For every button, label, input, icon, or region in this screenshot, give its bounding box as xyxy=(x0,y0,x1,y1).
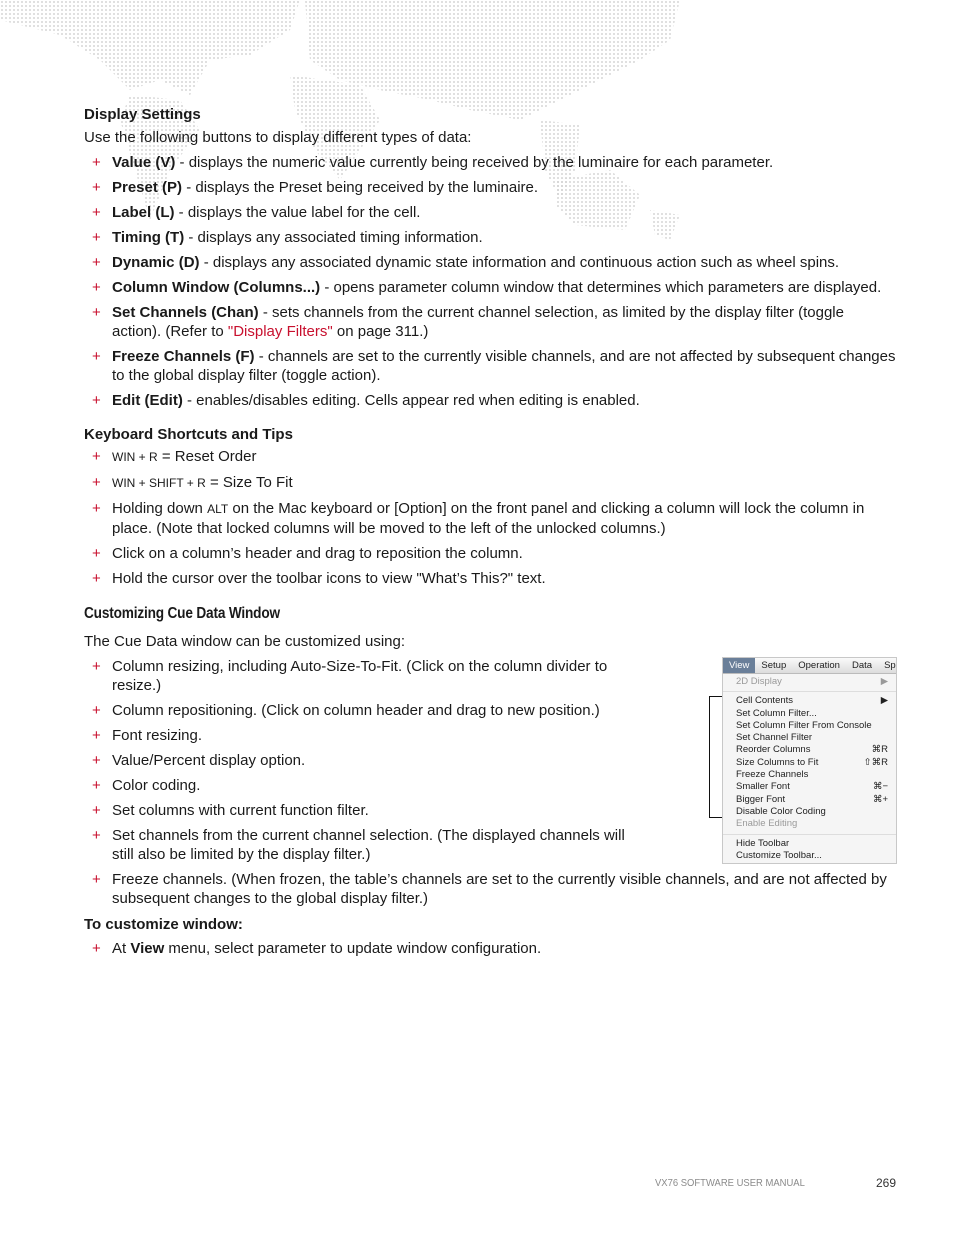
procedure-list xyxy=(84,939,896,958)
term: Value (V) xyxy=(112,154,176,171)
procedure-heading: To customize window: xyxy=(84,916,243,933)
page-number: 269 xyxy=(876,1176,897,1190)
list-item xyxy=(84,391,896,410)
list-item xyxy=(84,347,896,385)
menu-item-label: Hide Toolbar xyxy=(736,837,790,849)
key-combo: WIN + R xyxy=(112,450,158,464)
list-item xyxy=(84,569,896,588)
menu-item-size-columns-to-fit[interactable] xyxy=(723,757,896,769)
list-item: + Set channels from the current channel selection. (The displayed channels will still also be limited by the display filter.) xyxy=(84,826,642,864)
menu-shortcut: ⌘− xyxy=(872,781,888,793)
key-combo: ALT xyxy=(207,502,229,516)
text: Click on a column’s header and drag to reposition the column. xyxy=(112,545,523,562)
list-item xyxy=(84,278,896,297)
menu-item-reorder-columns[interactable] xyxy=(723,744,896,756)
list-item: + Column repositioning. (Click on column header and drag to new position.) xyxy=(84,701,642,720)
description: - channels are set to the currently visible channels, and are not affected by subsequent changes to the global display filter (toggle action). xyxy=(112,348,896,384)
display-settings-list xyxy=(84,153,896,410)
menu-bar xyxy=(723,658,896,674)
list-item: + Font resizing. xyxy=(84,726,642,745)
term: Edit (Edit) xyxy=(112,392,183,409)
menu-item-label: Set Column Filter... xyxy=(736,707,817,719)
customizing-intro: The Cue Data window can be customized using: xyxy=(84,633,406,650)
text: = Reset Order xyxy=(157,448,257,465)
menu-item-label: 2D Display xyxy=(736,676,782,687)
menu-item-label: Bigger Font xyxy=(736,793,786,805)
list-item: + Freeze channels. (When frozen, the table’s channels are set to the currently visible channels, and are not affected by subsequent changes to the global display filter.) xyxy=(84,870,896,908)
procedure-step: + At View menu, select parameter to update window configuration. xyxy=(84,939,896,958)
text-pre: Holding down xyxy=(112,500,208,517)
menu-shortcut: ▶ xyxy=(880,676,888,687)
description: - opens parameter column window that determines which parameters are displayed. xyxy=(320,279,882,296)
display-settings-heading: Display Settings xyxy=(84,106,201,123)
menu-shortcut: ⌘+ xyxy=(872,793,888,805)
menu-item-label: Customize Toolbar... xyxy=(736,849,822,861)
term: Dynamic (D) xyxy=(112,254,200,271)
menu-shortcut: ⌘R xyxy=(871,744,888,756)
menu-item-2d-display xyxy=(723,676,896,688)
menu-item-label: Cell Contents xyxy=(736,695,794,707)
text: = Size To Fit xyxy=(205,474,293,491)
list-item xyxy=(84,499,896,538)
menu-separator xyxy=(723,691,896,692)
list-item: + Column resizing, including Auto-Size-To-Fit. (Click on the column divider to resize.) xyxy=(84,657,642,695)
customizing-heading: Customizing Cue Data Window xyxy=(84,605,280,622)
description: - displays the numeric value currently being received by the luminaire for each parameter. xyxy=(175,154,774,171)
list-item xyxy=(84,303,896,341)
menu-item-label: Size Columns to Fit xyxy=(736,756,819,768)
description: - displays the Preset being received by the luminaire. xyxy=(182,179,539,196)
text: Hold the cursor over the toolbar icons to view "What’s This?" text. xyxy=(112,570,546,587)
menu-item-set-column-filter[interactable] xyxy=(723,708,896,720)
menu-item-hide-toolbar[interactable] xyxy=(723,838,896,850)
description-after: on page 311.) xyxy=(332,323,429,340)
menu-sp[interactable]: Sp xyxy=(884,660,896,671)
list-item xyxy=(84,153,896,172)
list-item xyxy=(84,178,896,197)
menu-item-freeze-channels[interactable] xyxy=(723,769,896,781)
menu-item-enable-editing xyxy=(723,818,896,830)
menu-item-label: Disable Color Coding xyxy=(736,805,826,817)
term: Preset (P) xyxy=(112,179,183,196)
menu-item-bigger-font[interactable] xyxy=(723,794,896,806)
term: Label (L) xyxy=(112,204,175,221)
menu-item-label: Set Channel Filter xyxy=(736,732,813,744)
list-item xyxy=(84,473,896,493)
description: - displays any associated dynamic state information and continuous action such as wheel spins. xyxy=(199,254,840,271)
menu-shortcut: ▶ xyxy=(880,695,888,707)
view-menu-screenshot xyxy=(722,657,897,864)
menu-shortcut: ⇧⌘R xyxy=(863,756,888,768)
footer-manual-title: VX76 SOFTWARE USER MANUAL xyxy=(655,1177,805,1189)
term: Column Window (Columns...) xyxy=(112,279,321,296)
menu-item-label: Reorder Columns xyxy=(736,744,811,756)
menu-item-customize-toolbar[interactable] xyxy=(723,850,896,862)
menu-item-label: Enable Editing xyxy=(736,818,798,830)
menu-item-cell-contents[interactable] xyxy=(723,695,896,707)
display-settings-intro: Use the following buttons to display different types of data: xyxy=(84,129,472,146)
shortcuts-list xyxy=(84,447,896,588)
menu-view[interactable]: View xyxy=(723,658,755,673)
menu-data[interactable]: Data xyxy=(851,660,873,671)
menu-item-label: Smaller Font xyxy=(736,781,790,793)
menu-operation[interactable]: Operation xyxy=(798,660,840,671)
shortcuts-heading: Keyboard Shortcuts and Tips xyxy=(84,426,293,443)
list-item xyxy=(84,253,896,272)
description: - enables/disables editing. Cells appear red when editing is enabled. xyxy=(182,392,640,409)
list-item: + Color coding. xyxy=(84,776,642,795)
list-item xyxy=(84,203,896,222)
description: - displays any associated timing information. xyxy=(184,229,483,246)
list-item xyxy=(84,447,896,467)
list-item xyxy=(84,544,896,563)
term: Set Channels (Chan) xyxy=(112,304,259,321)
menu-separator xyxy=(723,834,896,835)
key-combo: WIN + SHIFT + R xyxy=(112,476,206,490)
term: Timing (T) xyxy=(112,229,185,246)
description: - displays the value label for the cell. xyxy=(174,204,421,221)
customizing-list-wide xyxy=(84,870,896,908)
menu-setup[interactable]: Setup xyxy=(761,660,787,671)
text: on the Mac keyboard or [Option] on the front panel and clicking a column will lock the column in place. (Note that locked columns will be moved to the left of the unlocked columns.) xyxy=(112,500,865,537)
menu-item-set-channel-filter[interactable] xyxy=(723,732,896,744)
list-item: + Set columns with current function filter. xyxy=(84,801,642,820)
list-item: + Value/Percent display option. xyxy=(84,751,642,770)
display-filters-link[interactable]: "Display Filters" xyxy=(227,323,333,340)
menu-item-set-column-filter-from-console[interactable] xyxy=(723,720,896,732)
description: - sets channels from the current channel selection, as limited by the display filter (toggle action). (Refer to xyxy=(112,304,844,340)
menu-item-disable-color-coding[interactable] xyxy=(723,806,896,818)
view-menu-ref: View xyxy=(130,940,165,957)
menu-item-label: Freeze Channels xyxy=(736,769,809,781)
list-item xyxy=(84,228,896,247)
menu-items xyxy=(723,674,896,862)
menu-item-label: Set Column Filter From Console xyxy=(736,719,872,731)
menu-item-smaller-font[interactable] xyxy=(723,781,896,793)
term: Freeze Channels (F) xyxy=(112,348,255,365)
